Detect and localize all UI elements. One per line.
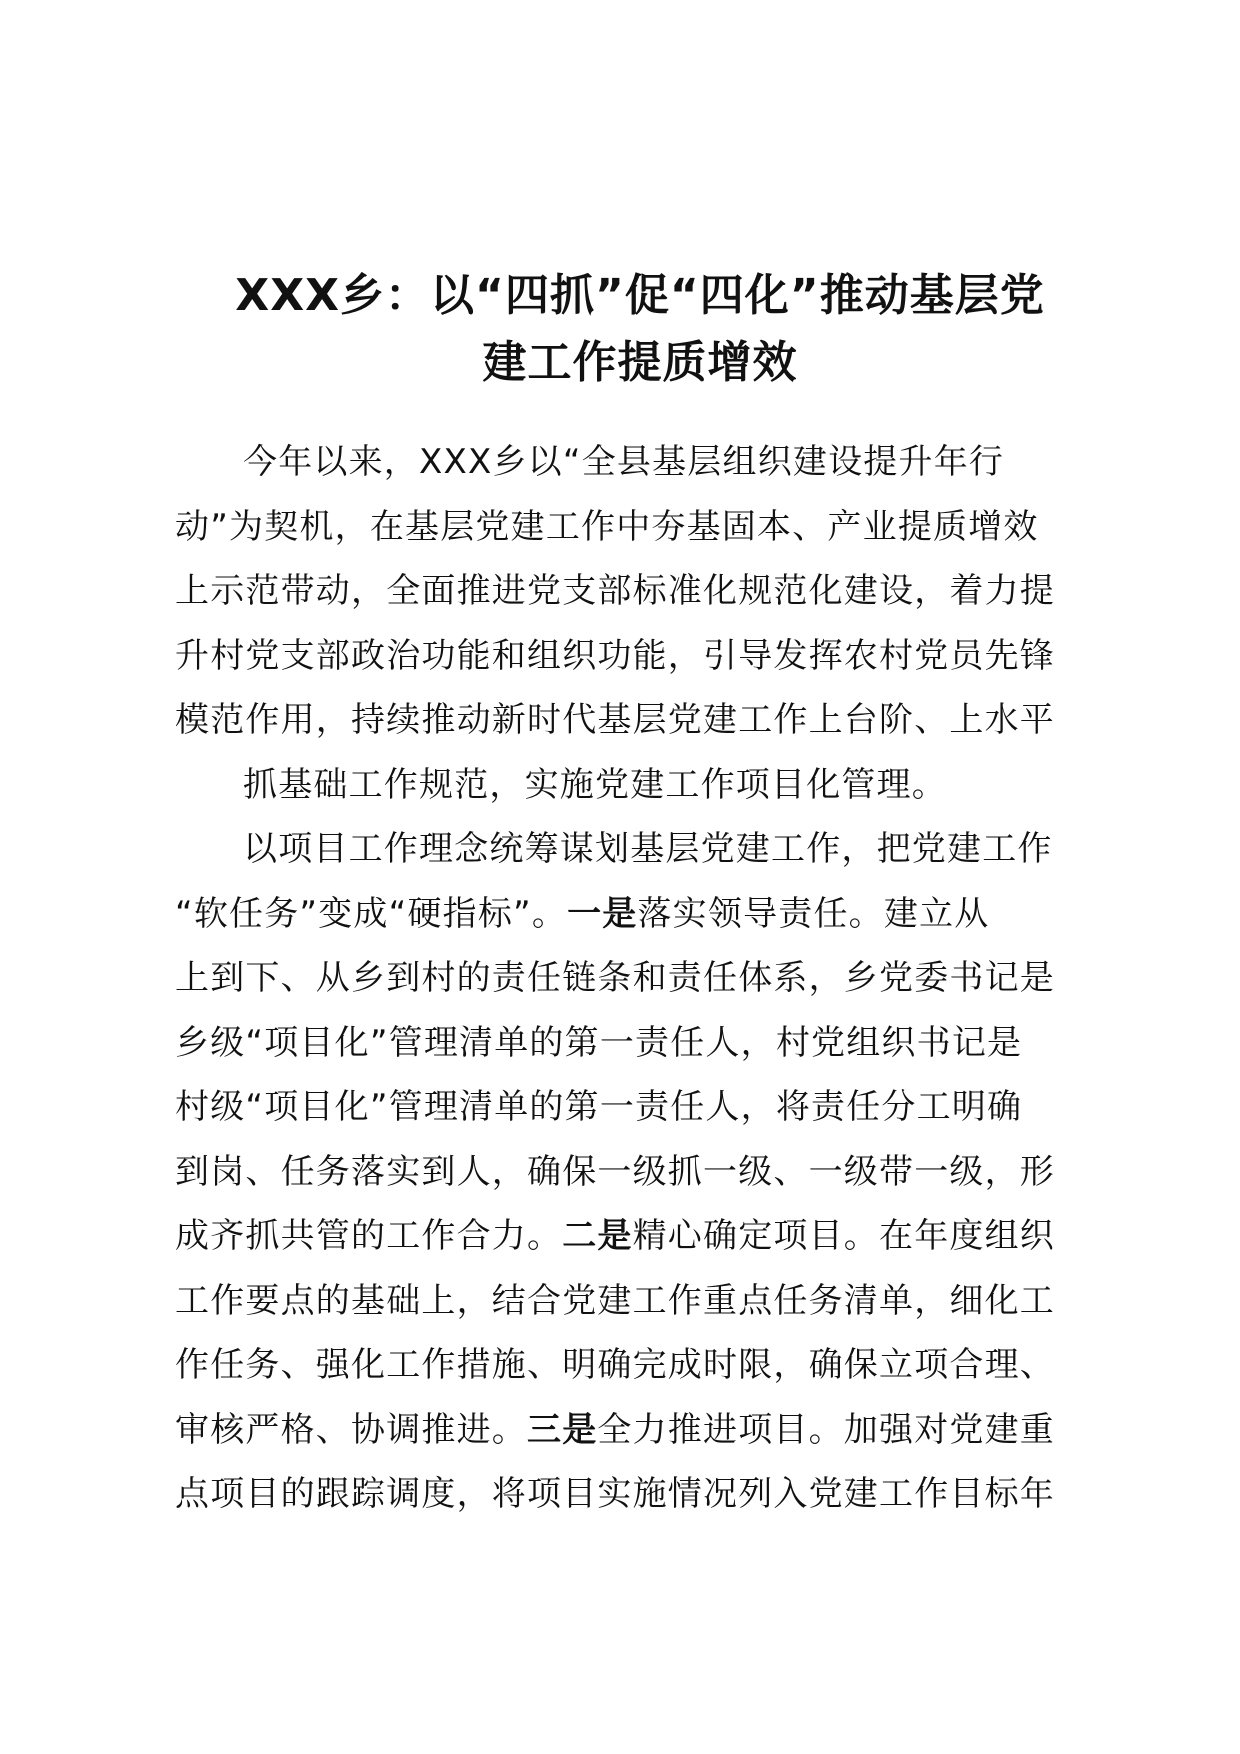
text-line: 今年以来，XXX乡以“全县基层组织建设提升年行 [243, 442, 1005, 482]
paragraph-section-heading [175, 753, 1075, 818]
text-line [175, 1398, 1075, 1463]
text-segment: 精心确定项目。在年度组织 [632, 1216, 1056, 1256]
text-line: 动”为契机，在基层党建工作中夯基固本、产业提质增效 [175, 506, 1039, 547]
text-line: 村级“项目化”管理清单的第一责任人，将责任分工明确 [175, 1087, 1023, 1127]
text-segment: 成齐抓共管的工作合力。 [175, 1216, 563, 1256]
text-line [175, 1204, 1075, 1269]
text-segment: 落实领导责任。建立从 [637, 893, 990, 934]
text-line: 上示范带动，全面推进党支部标准化规范化建设，着力提 [175, 571, 1055, 611]
text-segment: “软任务”变成“硬指标”。 [175, 893, 568, 934]
text-line: 上到下、从乡到村的责任链条和责任体系，乡党委书记是 [175, 958, 1055, 998]
text-segment: 全力推进项目。加强对党建重 [597, 1409, 1056, 1450]
text-line: 到岗、任务落实到人，确保一级抓一级、一级带一级，形 [175, 1151, 1055, 1192]
document-body [175, 430, 1075, 1527]
text-line: 模范作用，持续推动新时代基层党建工作上台阶、上水平 [175, 700, 1055, 740]
title-line-1: XXX乡：以“四抓”促“四化”推动基层党 [235, 270, 1045, 321]
text-line: 工作要点的基础上，结合党建工作重点任务清单，细化工 [175, 1280, 1055, 1321]
paragraph-intro [175, 430, 1075, 753]
title-line-2: 建工作提质增效 [482, 337, 798, 388]
text-line: 作任务、强化工作措施、明确完成时限，确保立项合理、 [175, 1345, 1055, 1385]
lead-phrase-three: 三是 [527, 1409, 598, 1450]
text-line: 点项目的跟踪调度，将项目实施情况列入党建工作目标年 [175, 1474, 1055, 1514]
lead-phrase-two: 二是 [562, 1216, 633, 1256]
text-line [175, 882, 1075, 947]
document-title [150, 262, 1130, 396]
text-line: 升村党支部政治功能和组织功能，引导发挥农村党员先锋 [175, 635, 1055, 676]
paragraph-project-management [175, 817, 1075, 1527]
lead-phrase-one: 一是 [567, 893, 638, 934]
text-line: 乡级“项目化”管理清单的第一责任人，村党组织书记是 [175, 1022, 1023, 1063]
text-line: 抓基础工作规范，实施党建工作项目化管理。 [243, 764, 947, 805]
text-segment: 审核严格、协调推进。 [175, 1409, 527, 1450]
text-line: 以项目工作理念统筹谋划基层党建工作，把党建工作 [243, 829, 1053, 869]
